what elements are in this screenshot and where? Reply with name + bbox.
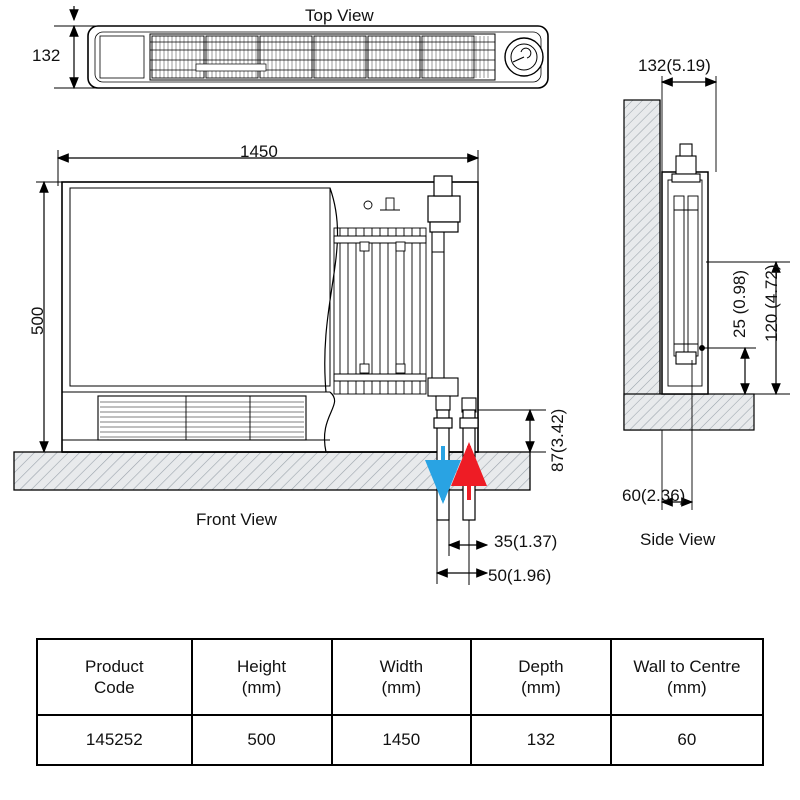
front-view-drawing [14,150,546,585]
side-view-title: Side View [640,530,716,549]
dim-front-50: 50(1.96) [488,566,552,585]
cell-product-code: 145252 [37,715,192,765]
dim-side-25: 25 (0.98) [730,269,749,338]
dim-front-87: 87(3.42) [548,408,567,472]
dim-side-wall-centre: 60(2.36) [622,486,686,505]
dim-front-35: 35(1.37) [494,532,558,551]
header-width: Width (mm) [332,639,472,715]
cell-width: 1450 [332,715,472,765]
table-row [37,715,763,765]
header-product-code: Product Code [37,639,192,715]
top-view-title: Top View [305,6,374,25]
front-view-title: Front View [196,510,277,529]
table-header-row [37,639,763,715]
dim-top-height: 132 [32,46,61,65]
cell-wall-to-centre: 60 [611,715,763,765]
cell-depth: 132 [471,715,611,765]
dim-side-depth: 132(5.19) [638,56,711,75]
header-height: Height (mm) [192,639,332,715]
cell-height: 500 [192,715,332,765]
header-depth: Depth (mm) [471,639,611,715]
dim-front-width: 1450 [240,142,278,161]
dim-front-height: 500 [28,306,47,335]
dim-side-120: 120 (4.72) [762,264,781,342]
top-view-drawing [54,6,548,88]
header-wall-to-centre: Wall to Centre (mm) [611,639,763,715]
specification-table [36,638,764,766]
